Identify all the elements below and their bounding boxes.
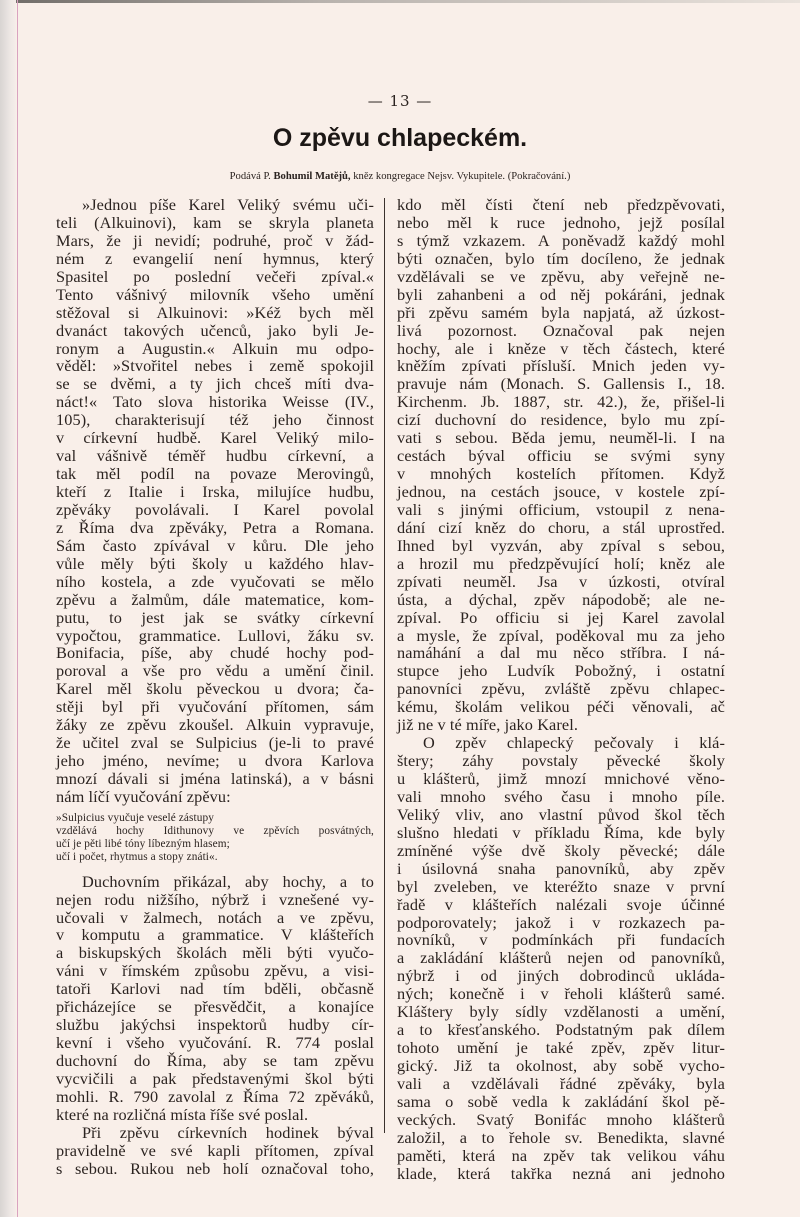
text-line: jeho jméno, nevíme; u dvora Karlova <box>56 751 374 771</box>
poem-line: »Sulpicius vyučuje veselé zástupy <box>56 811 214 824</box>
text-line: nýbrž i od jiných dobrodinců ukláda- <box>397 966 725 986</box>
text-line: založil, a to řehole sv. Benedikta, slavné <box>397 1127 725 1147</box>
text-line: ního kostela, a zde vyučovati se mělo <box>56 571 374 591</box>
text-line: kdo měl čísti čtení neb předzpěvovati, <box>397 195 725 214</box>
text-line: zmíněné výše dvě školy pěvecké; dále <box>397 840 725 860</box>
text-line: zpívati neuměl. Jsa v úzkosti, otvíral <box>397 571 725 591</box>
text-line: Kláštery byly sídly vzdělanosti a umění, <box>397 1002 725 1022</box>
text-line: Veliký vliv, ano vlastní původ škol těch <box>397 804 725 824</box>
text-line: Mars, že ji nevidí; podruhé, proč v žád- <box>56 230 374 250</box>
text-line: hochy, ale i kněze v těch částech, které <box>397 338 725 358</box>
text-line: ústa, a dýchal, zpěv nápodobě; ale ne- <box>397 589 725 609</box>
text-line: vali mnoho svého času i mnoho píle. <box>397 786 725 806</box>
text-line: kteří z Italie i Irska, milujíce hudbu, <box>56 482 374 501</box>
right-column <box>397 196 725 1183</box>
text-line: a biskupských školách měli býti vyučo- <box>56 943 374 963</box>
paragraph <box>397 196 725 734</box>
text-line: dvanáct takových učenců, jako byli Je- <box>56 320 374 340</box>
text-line: pravidelně ve své kapli přítomen, zpíval <box>56 1140 374 1160</box>
text-line: v komputu a grammatice. V klášteřích <box>56 925 374 945</box>
text-line: z Říma dva zpěváky, Petra a Romana. <box>56 517 374 537</box>
text-line: ných; konečně i v řeholi klášterů samé. <box>397 984 725 1004</box>
text-line: panovníci zpěvu, zvláště zpěvu chlapec- <box>397 679 725 699</box>
text-line: stupce jeho Ludvík Pobožný, i ostatní <box>397 661 725 681</box>
text-line: kněžím zpívati přísluší. Mnich jeden vy- <box>397 356 725 376</box>
text-line: vůle měly býti školy u každého hlav- <box>56 553 374 573</box>
poem-line: učí i počet, rhytmus a stopy znáti«. <box>56 851 218 864</box>
text-line: službu jakýchsi inspektorů hudby cír- <box>56 1015 374 1035</box>
text-line: vali s jinými officium, vstoupil z nena- <box>397 499 725 519</box>
byline-author: Bohumil Matějů, <box>273 171 351 182</box>
text-line: žáky ze zpěvu zkoušel. Alkuin vypravuje, <box>56 715 374 735</box>
text-line: Spasitel po poslední večeři zpíval.« <box>56 266 374 286</box>
text-line: váni v římském způsobu zpěvu, a visi- <box>56 961 374 981</box>
text-line: Při zpěvu církevních hodinek býval <box>82 1122 374 1142</box>
text-line: i úsilovná snaha panovníků, aby zpěv <box>397 858 725 878</box>
text-line: ronym a Augustin.« Alkuin mu odpo- <box>56 338 374 358</box>
text-line: s sebou. Rukou neb holí označoval toho, <box>56 1158 374 1178</box>
text-line: a mysle, že zpíval, poděkoval mu za jeho <box>397 625 725 645</box>
text-line: nejen rodu nižšího, nýbrž i vznešené vy- <box>56 889 374 909</box>
text-line: val vášnivě téměř hudbu církevní, a <box>56 446 374 466</box>
text-line: v církevní hudbě. Karel Veliký milo- <box>56 428 374 448</box>
text-line: tatoři Karlovi nad tím bděli, občasně <box>56 979 374 999</box>
text-line: Sám často zpívával v kůru. Dle jeho <box>56 535 374 555</box>
text-line: zpěvu a žalmům, dále matematice, kom- <box>56 589 374 609</box>
text-line: vati s sebou. Běda jemu, neuměl-li. I na <box>397 428 725 448</box>
text-line: byli zahanbeni a od něj pokáráni, jednak <box>397 284 725 304</box>
text-line: při zpěvu samém byla napjatá, až úzkost- <box>397 302 725 322</box>
text-line: vzdělávali se ve zpěvu, aby veřejně ne- <box>397 266 725 286</box>
text-line: řadě v klášteřích nalézali svoje účinné <box>397 894 725 914</box>
text-line: Bonifacia, píše, aby chudé hochy pod- <box>56 643 374 663</box>
text-line: podporovately; jakož i v rozkazech pa- <box>397 912 725 932</box>
text-line: učovali v žalmech, notách a ve zpěvu, <box>56 907 374 927</box>
text-line: a zakládání klášterů nejen od panovníků, <box>397 948 725 968</box>
text-line: Ihned byl vyzván, aby zpíval s sebou, <box>397 535 725 555</box>
page-number: — 13 — <box>367 92 433 110</box>
poem-quote <box>56 812 374 865</box>
byline-suffix: kněz kongregace Nejsv. Vykupitele. (Pokračování.) <box>353 171 571 182</box>
scan-edge-left <box>0 0 16 1217</box>
left-column <box>56 196 374 1178</box>
text-line: náct!« Tato slova historika Weisse (IV., <box>56 392 374 412</box>
text-line: slušno hledati v příkladu Říma, kde byly <box>397 822 725 842</box>
text-line: vycvičili a pak představenými škol býti <box>56 1068 374 1088</box>
text-line: u klášterů, jimž mnozí mnichové věno- <box>397 769 725 788</box>
text-line: veckých. Svatý Bonifác mnoho klášterů <box>397 1109 725 1129</box>
text-line: putu, to jest jak se svátky církevní <box>56 607 374 627</box>
poem-line: učí je pěti libé tóny líbezným hlasem; <box>56 838 230 851</box>
text-line: cestách býval officiu se svými syny <box>397 446 725 466</box>
text-line: vypočtou, grammatice. Lullovi, žáku sv. <box>56 625 374 645</box>
text-line: tohoto umění je také zpěv, zpěv litur- <box>397 1038 725 1058</box>
text-line: a hrozil mu předzpěvující holí; kněz ale <box>397 553 725 573</box>
text-line: mnozí dávali si jména latinská), a v básni <box>56 769 374 788</box>
text-line: Tento vášnivý milovník všeho umění <box>56 284 374 304</box>
text-line: gický. Již ta okolnost, aby sobě vycho- <box>397 1056 725 1075</box>
text-line: vali a vzdělávali řádné zpěváky, byla <box>397 1073 725 1093</box>
margin-line <box>17 0 18 1217</box>
text-line: paměti, která na zpěv tak velikou váhu <box>397 1145 725 1165</box>
byline-prefix: Podává P. <box>229 171 271 182</box>
text-line: stěji byl při vyučování přítomen, sám <box>56 697 374 717</box>
text-line: věděl: »Stvořitel nebes i země spokojil <box>56 356 374 376</box>
text-line: Kirchenm. Jb. 1887, str. 42.), že, přišel-li <box>397 392 725 412</box>
scan-edge-top <box>0 0 800 3</box>
text-line: poroval a vše pro vědu a umění činil. <box>56 661 374 681</box>
text-line: kevní i všeho vyučování. R. 774 poslal <box>56 1033 374 1053</box>
text-line: že učitel zval se Sulpicius (je-li to pravé <box>56 733 374 753</box>
text-line: štery; záhy povstaly pěvecké školy <box>397 751 725 771</box>
text-line: býti označen, bylo tím docíleno, že jednak <box>397 248 725 268</box>
text-line: které na rozličná místa říše své poslal. <box>56 1104 309 1124</box>
text-line: v mnohých kostelích přítomen. Když <box>397 464 725 484</box>
text-line: nám líčí vyučování zpěvu: <box>56 786 231 806</box>
text-line: stěžoval si Alkuinovi: »Kéž bych měl <box>56 302 374 322</box>
text-line: sama o sobě vedla k zakládání škol pě- <box>397 1091 725 1111</box>
text-line: již ne v té míře, jako Karel. <box>397 715 579 735</box>
article-title: O zpěvu chlapeckém. <box>272 124 528 152</box>
text-line: Duchovním přikázal, aby hochy, a to <box>82 871 374 891</box>
text-line: duchovní do Říma, aby se tam zpěvu <box>56 1051 374 1070</box>
text-line: livá pozornost. Označoval pak nejen <box>397 320 725 340</box>
text-line: klade, která takřka nezná ani jednoho <box>397 1163 725 1183</box>
text-line: zpíval. Po officiu si jej Karel zavolal <box>397 607 725 627</box>
text-line: novníků, v podmínkách při fundacích <box>397 930 725 950</box>
text-line: pravuje nám (Monach. S. Gallensis I., 18. <box>397 374 725 394</box>
byline <box>0 171 800 182</box>
text-line: teli (Alkuinovi), kam se skryla planeta <box>56 212 374 232</box>
text-line: jednou, na cestách jsouce, v kostele zpí- <box>397 482 725 501</box>
paragraph <box>397 734 725 1182</box>
text-line: cizí duchovní do residence, bylo mu zpí- <box>397 410 725 430</box>
text-line: namáhání a dal mu něco stříbra. I ná- <box>397 643 725 663</box>
text-line: přicházejíce se přesvědčit, a konajíce <box>56 997 374 1017</box>
paragraph <box>56 1124 374 1178</box>
column-rule <box>384 198 385 1133</box>
text-line: kému, školám velikou péči věnovali, ač <box>397 697 725 717</box>
paragraph <box>56 196 374 806</box>
text-line: a to křesťanského. Podstatným pak dílem <box>397 1020 725 1040</box>
poem-line: vzdělává hochy Idithunovy ve zpěvích posvátných, <box>56 825 374 838</box>
text-line: ném z evangelií není hymnus, který <box>56 248 374 268</box>
paragraph <box>56 873 374 1124</box>
text-line: »Jednou píše Karel Veliký svému uči- <box>82 195 374 214</box>
text-line: zpěváky povolávali. I Karel povolal <box>56 499 374 519</box>
text-line: Karel měl školu pěveckou u dvora; ča- <box>56 679 374 699</box>
text-line: tak měl podíl na povaze Merovingů, <box>56 464 374 484</box>
text-line: 105), charakterisují též jeho činnost <box>56 410 374 430</box>
text-line: O zpěv chlapecký pečovaly i klá- <box>423 733 725 753</box>
text-line: dání cizí kněz do choru, a stál uprostřed. <box>397 517 725 537</box>
text-line: se se dvěmi, a ty jich chceš míti dva- <box>56 374 374 394</box>
text-line: nebo měl k ruce jednoho, jejž posílal <box>397 212 725 232</box>
text-line: byl zveleben, ve kteréžto snaze v první <box>397 876 725 896</box>
text-line: mohli. R. 790 zavolal z Říma 72 zpěváků, <box>56 1086 374 1106</box>
text-line: s týmž vzkazem. A poněvadž každý mohl <box>397 230 725 250</box>
